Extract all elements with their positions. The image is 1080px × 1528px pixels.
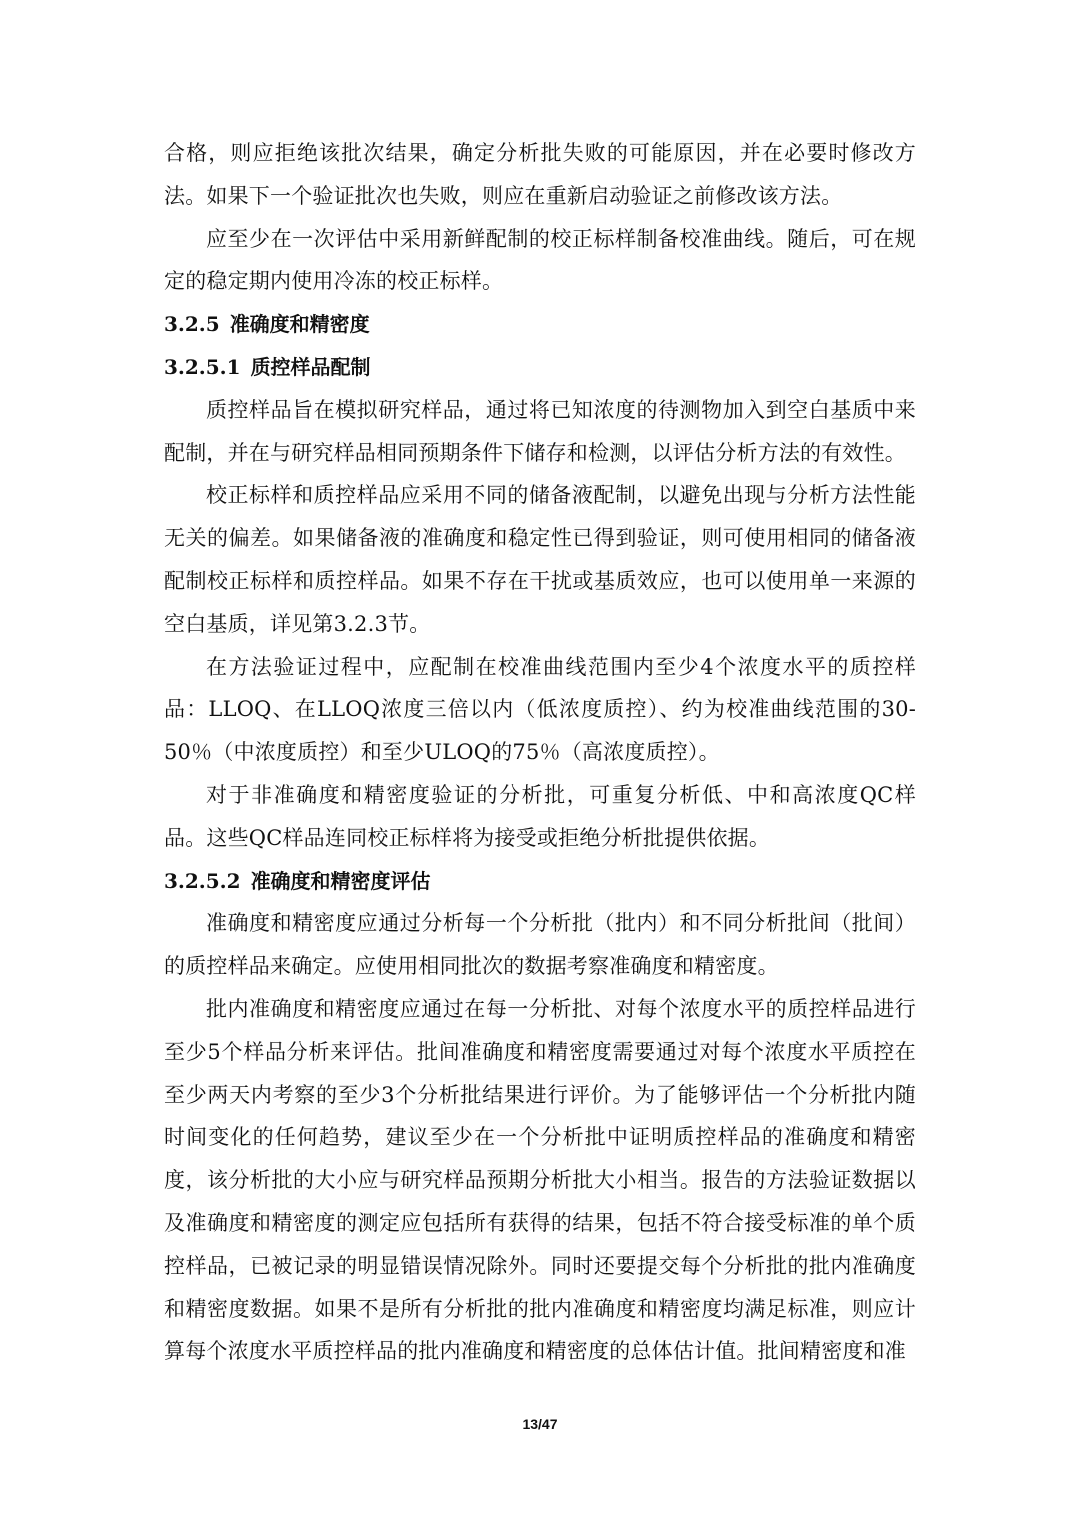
paragraph-non-validation-runs: 对于非准确度和精密度验证的分析批，可重复分析低、中和高浓度QC样品。这些QC样品连同校正标样将为接受或拒绝分析批提供依据。 (164, 782, 916, 850)
section-number: 3.2.5.2 (164, 868, 241, 893)
paragraph-stock-solutions: 校正标样和质控样品应采用不同的储备液配制，以避免出现与分析方法性能无关的偏差。如果储备液的准确度和稳定性已得到验证，则可使用相同的储备液配制校正标样和质控样品。如果不存在干扰或基质效应，也可以使用单一来源的空白基质，详见第3.2.3节。 (164, 483, 916, 636)
paragraph-within-between-run: 批内准确度和精密度应通过在每一分析批、对每个浓度水平的质控样品进行至少5个样品分析来评估。批间准确度和精密度需要通过对每个浓度水平质控在至少两天内考察的至少3个分析批结果进行评价。为了能够评估一个分析批内随时间变化的任何趋势，建议至少在一个分析批中证明质控样品的准确度和精密度，该分析批的大小应与研究样品预期分析批大小相当。报告的方法验证数据以及准确度和精密度的测定应包括所有获得的结果，包括不符合接受标准的单个质控样品，已被记录的明显错误情况除外。同时还要提交每个分析批的批内准确度和精密度数据。如果不是所有分析批的批内准确度和精密度均满足标准，则应计算每个浓度水平质控样品的批内准确度和精密度的总体估计值。批间精密度和准 (164, 996, 916, 1364)
section-heading-3-2-5-2 (164, 860, 916, 903)
paragraph-qc-purpose: 质控样品旨在模拟研究样品，通过将已知浓度的待测物加入到空白基质中来配制，并在与研究样品相同预期条件下储存和检测，以评估分析方法的有效性。 (164, 397, 916, 465)
section-number: 3.2.5 (164, 312, 220, 337)
section-title: 准确度和精密度 (229, 312, 370, 337)
section-heading-3-2-5 (164, 303, 916, 346)
section-heading-3-2-5-1 (164, 346, 916, 389)
page-number: 13/47 (522, 1416, 558, 1432)
section-title: 质控样品配制 (250, 354, 371, 379)
paragraph-accuracy-determination: 准确度和精密度应通过分析每一个分析批（批内）和不同分析批间（批间）的质控样品来确定。应使用相同批次的数据考察准确度和精密度。 (164, 911, 916, 979)
paragraph-calibration-curve: 应至少在一次评估中采用新鲜配制的校正标样制备校准曲线。随后，可在规定的稳定期内使用冷冻的校正标样。 (164, 226, 916, 294)
section-number: 3.2.5.1 (164, 354, 241, 379)
document-body (164, 132, 916, 1373)
paragraph-continuation: 合格，则应拒绝该批次结果，确定分析批失败的可能原因，并在必要时修改方法。如果下一个验证批次也失败，则应在重新启动验证之前修改该方法。 (164, 141, 916, 208)
paragraph-qc-levels: 在方法验证过程中，应配制在校准曲线范围内至少4个浓度水平的质控样品：LLOQ、在LLOQ浓度三倍以内（低浓度质控）、约为校准曲线范围的30-50％（中浓度质控）和至少ULOQ的75％（高浓度质控）。 (164, 654, 916, 765)
section-title: 准确度和精密度评估 (250, 868, 431, 893)
